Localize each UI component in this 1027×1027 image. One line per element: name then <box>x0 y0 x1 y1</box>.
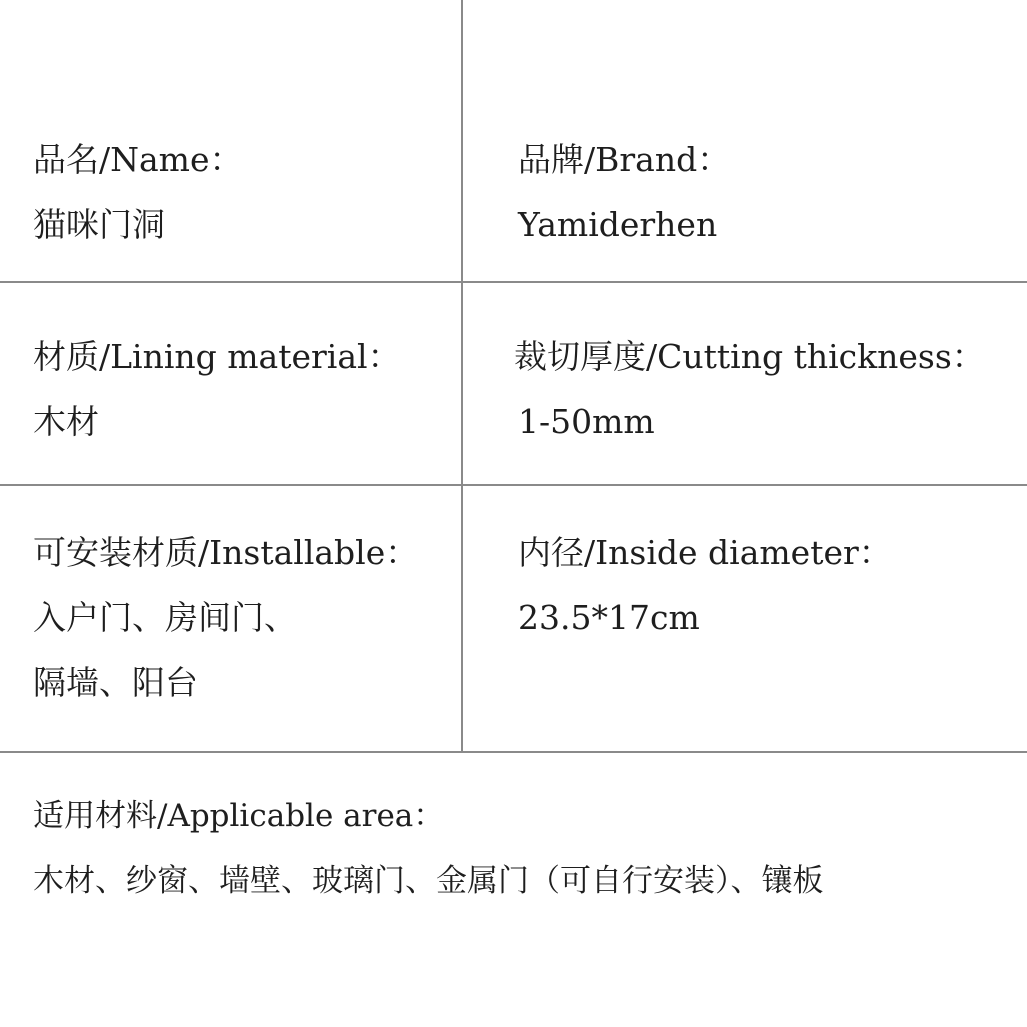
row-divider <box>0 484 1027 486</box>
installable-value-line2: 隔墙、阳台 <box>33 663 198 702</box>
inside-diameter-value: 23.5*17cm <box>518 598 700 637</box>
cell-cutting-thickness <box>514 324 985 454</box>
cell-lining-material <box>33 324 401 454</box>
name-label: 品名/Name： <box>33 140 243 179</box>
name-value: 猫咪门洞 <box>33 205 165 244</box>
cell-applicable-area <box>33 784 824 914</box>
cell-installable <box>33 520 418 715</box>
cutting-thickness-label: 裁切厚度/Cutting thickness： <box>514 337 985 376</box>
applicable-area-value: 木材、纱窗、墙壁、玻璃门、金属门（可自行安装）、镶板 <box>33 863 824 899</box>
inside-diameter-label: 内径/Inside diameter： <box>518 533 892 572</box>
installable-value-line1: 入户门、房间门、 <box>33 598 297 637</box>
lining-material-label: 材质/Lining material： <box>33 337 401 376</box>
applicable-area-label: 适用材料/Applicable area： <box>33 798 445 834</box>
row-divider <box>0 751 1027 753</box>
cell-name <box>33 127 243 257</box>
row-divider <box>0 281 1027 283</box>
cell-inside-diameter <box>518 520 892 650</box>
lining-material-value: 木材 <box>33 402 99 441</box>
brand-value: Yamiderhen <box>518 205 718 244</box>
column-divider <box>461 0 463 752</box>
brand-label: 品牌/Brand： <box>518 140 731 179</box>
installable-label: 可安装材质/Installable： <box>33 533 419 572</box>
cell-brand <box>518 127 730 257</box>
cutting-thickness-value: 1-50mm <box>518 402 655 441</box>
